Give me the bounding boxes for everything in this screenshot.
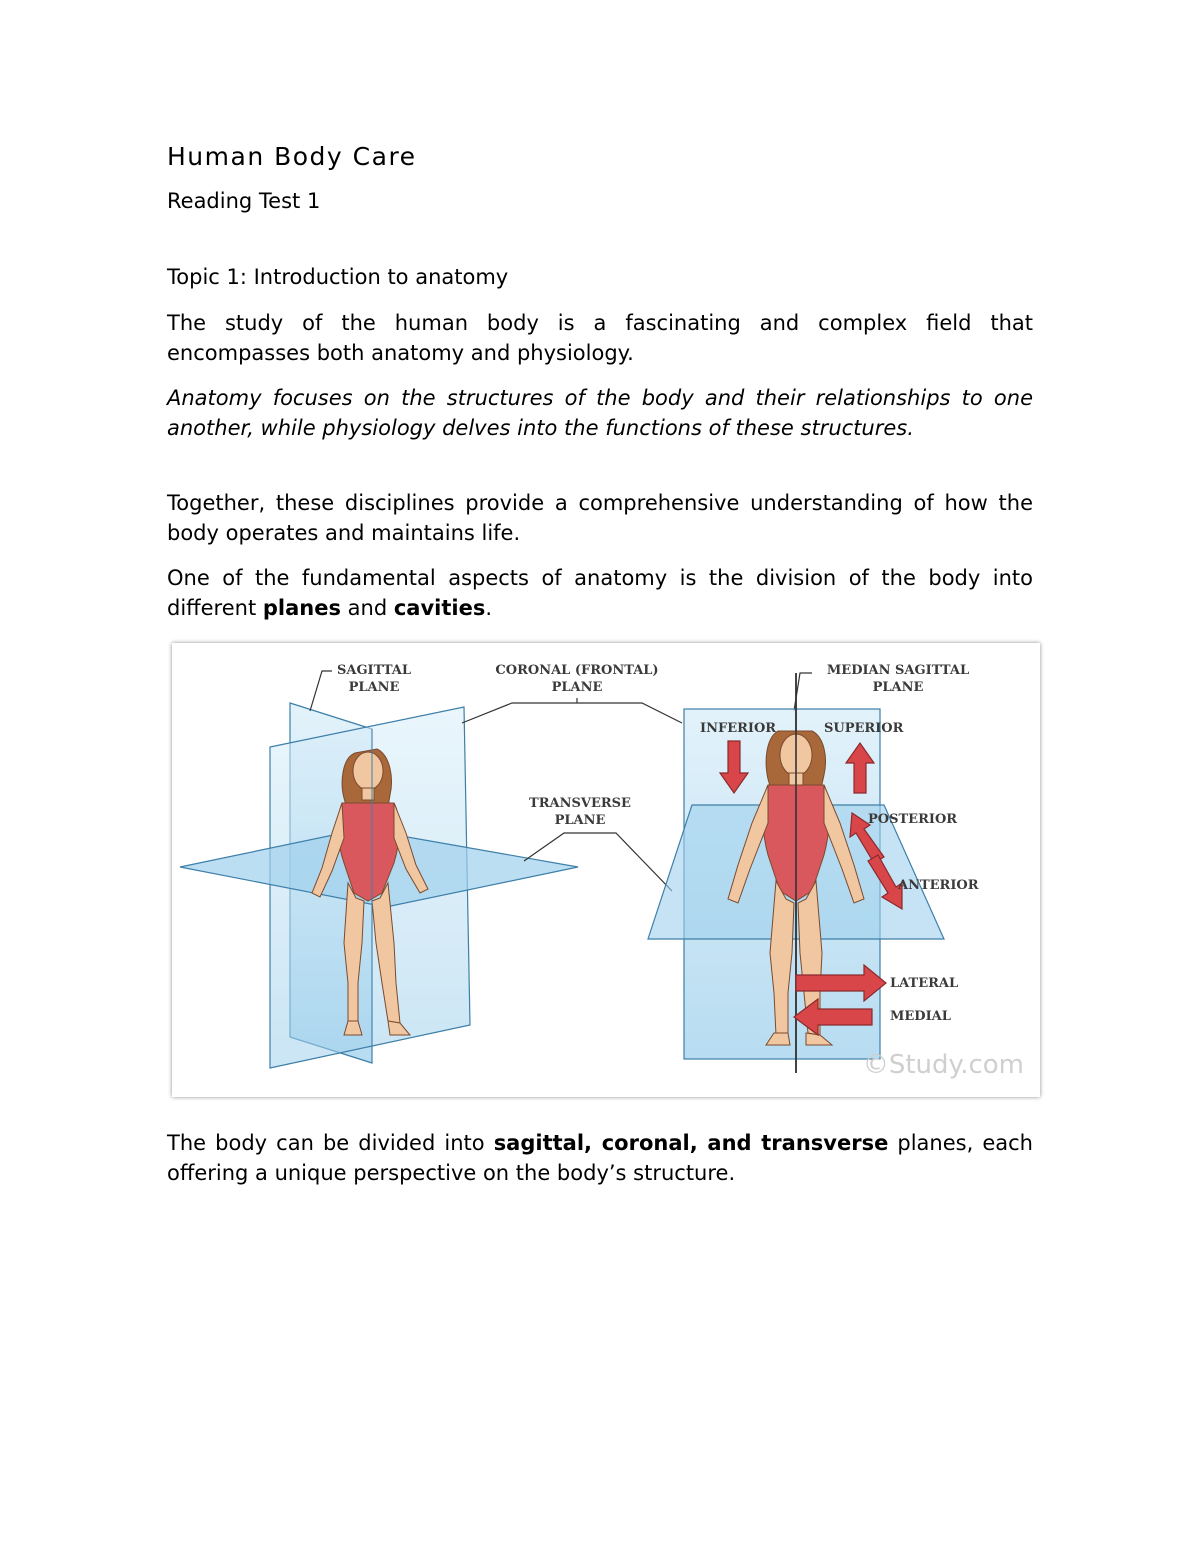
label-lateral: LATERAL (890, 976, 959, 991)
paragraph-planes-cavities: One of the fundamental aspects of anatomy is the division of the body into different planes and cavities. (167, 566, 1033, 620)
term-planes: planes (262, 596, 341, 620)
label-medial: MEDIAL (890, 1009, 951, 1024)
anatomical-planes-diagram (172, 643, 1040, 1097)
label-anterior: ANTERIOR (898, 878, 979, 893)
label-median-1: MEDIAN SAGITTAL (826, 663, 970, 678)
paragraph-intro: The study of the human body is a fascinating and complex field that encompasses both anatomy and physiology. (167, 311, 1033, 365)
anatomical-planes-figure (172, 643, 1040, 1097)
label-sagittal-1: SAGITTAL (336, 663, 412, 678)
paragraph-anatomy-definition: Anatomy focuses on the structures of the body and their relationships to one another, while physiology delves into the functions of these structures. (167, 386, 1033, 440)
label-median-2: PLANE (872, 680, 924, 695)
term-cavities: cavities (393, 596, 486, 620)
paragraph-disciplines: Together, these disciplines provide a comprehensive understanding of how the body operates and maintains life. (167, 491, 1033, 545)
document-title: Human Body Care (167, 142, 417, 171)
term-plane-types: sagittal, coronal, and transverse (493, 1131, 889, 1155)
topic-heading: Topic 1: Introduction to anatomy (167, 265, 509, 289)
label-sagittal-2: PLANE (348, 680, 400, 695)
document-subtitle: Reading Test 1 (167, 189, 321, 213)
label-transverse-2: PLANE (554, 813, 606, 828)
label-posterior: POSTERIOR (868, 812, 958, 827)
left-figure-group (180, 703, 578, 1068)
watermark-study-com: ©Study.com (862, 1050, 1024, 1080)
label-coronal-1: CORONAL (FRONTAL) (495, 663, 659, 678)
label-transverse-1: TRANSVERSE (529, 796, 631, 811)
label-inferior: INFERIOR (700, 721, 777, 736)
label-coronal-2: PLANE (551, 680, 603, 695)
paragraph-plane-types: The body can be divided into sagittal, coronal, and transverse planes, each offering a unique perspective on the body’s structure. (167, 1131, 1033, 1185)
label-superior: SUPERIOR (824, 721, 904, 736)
